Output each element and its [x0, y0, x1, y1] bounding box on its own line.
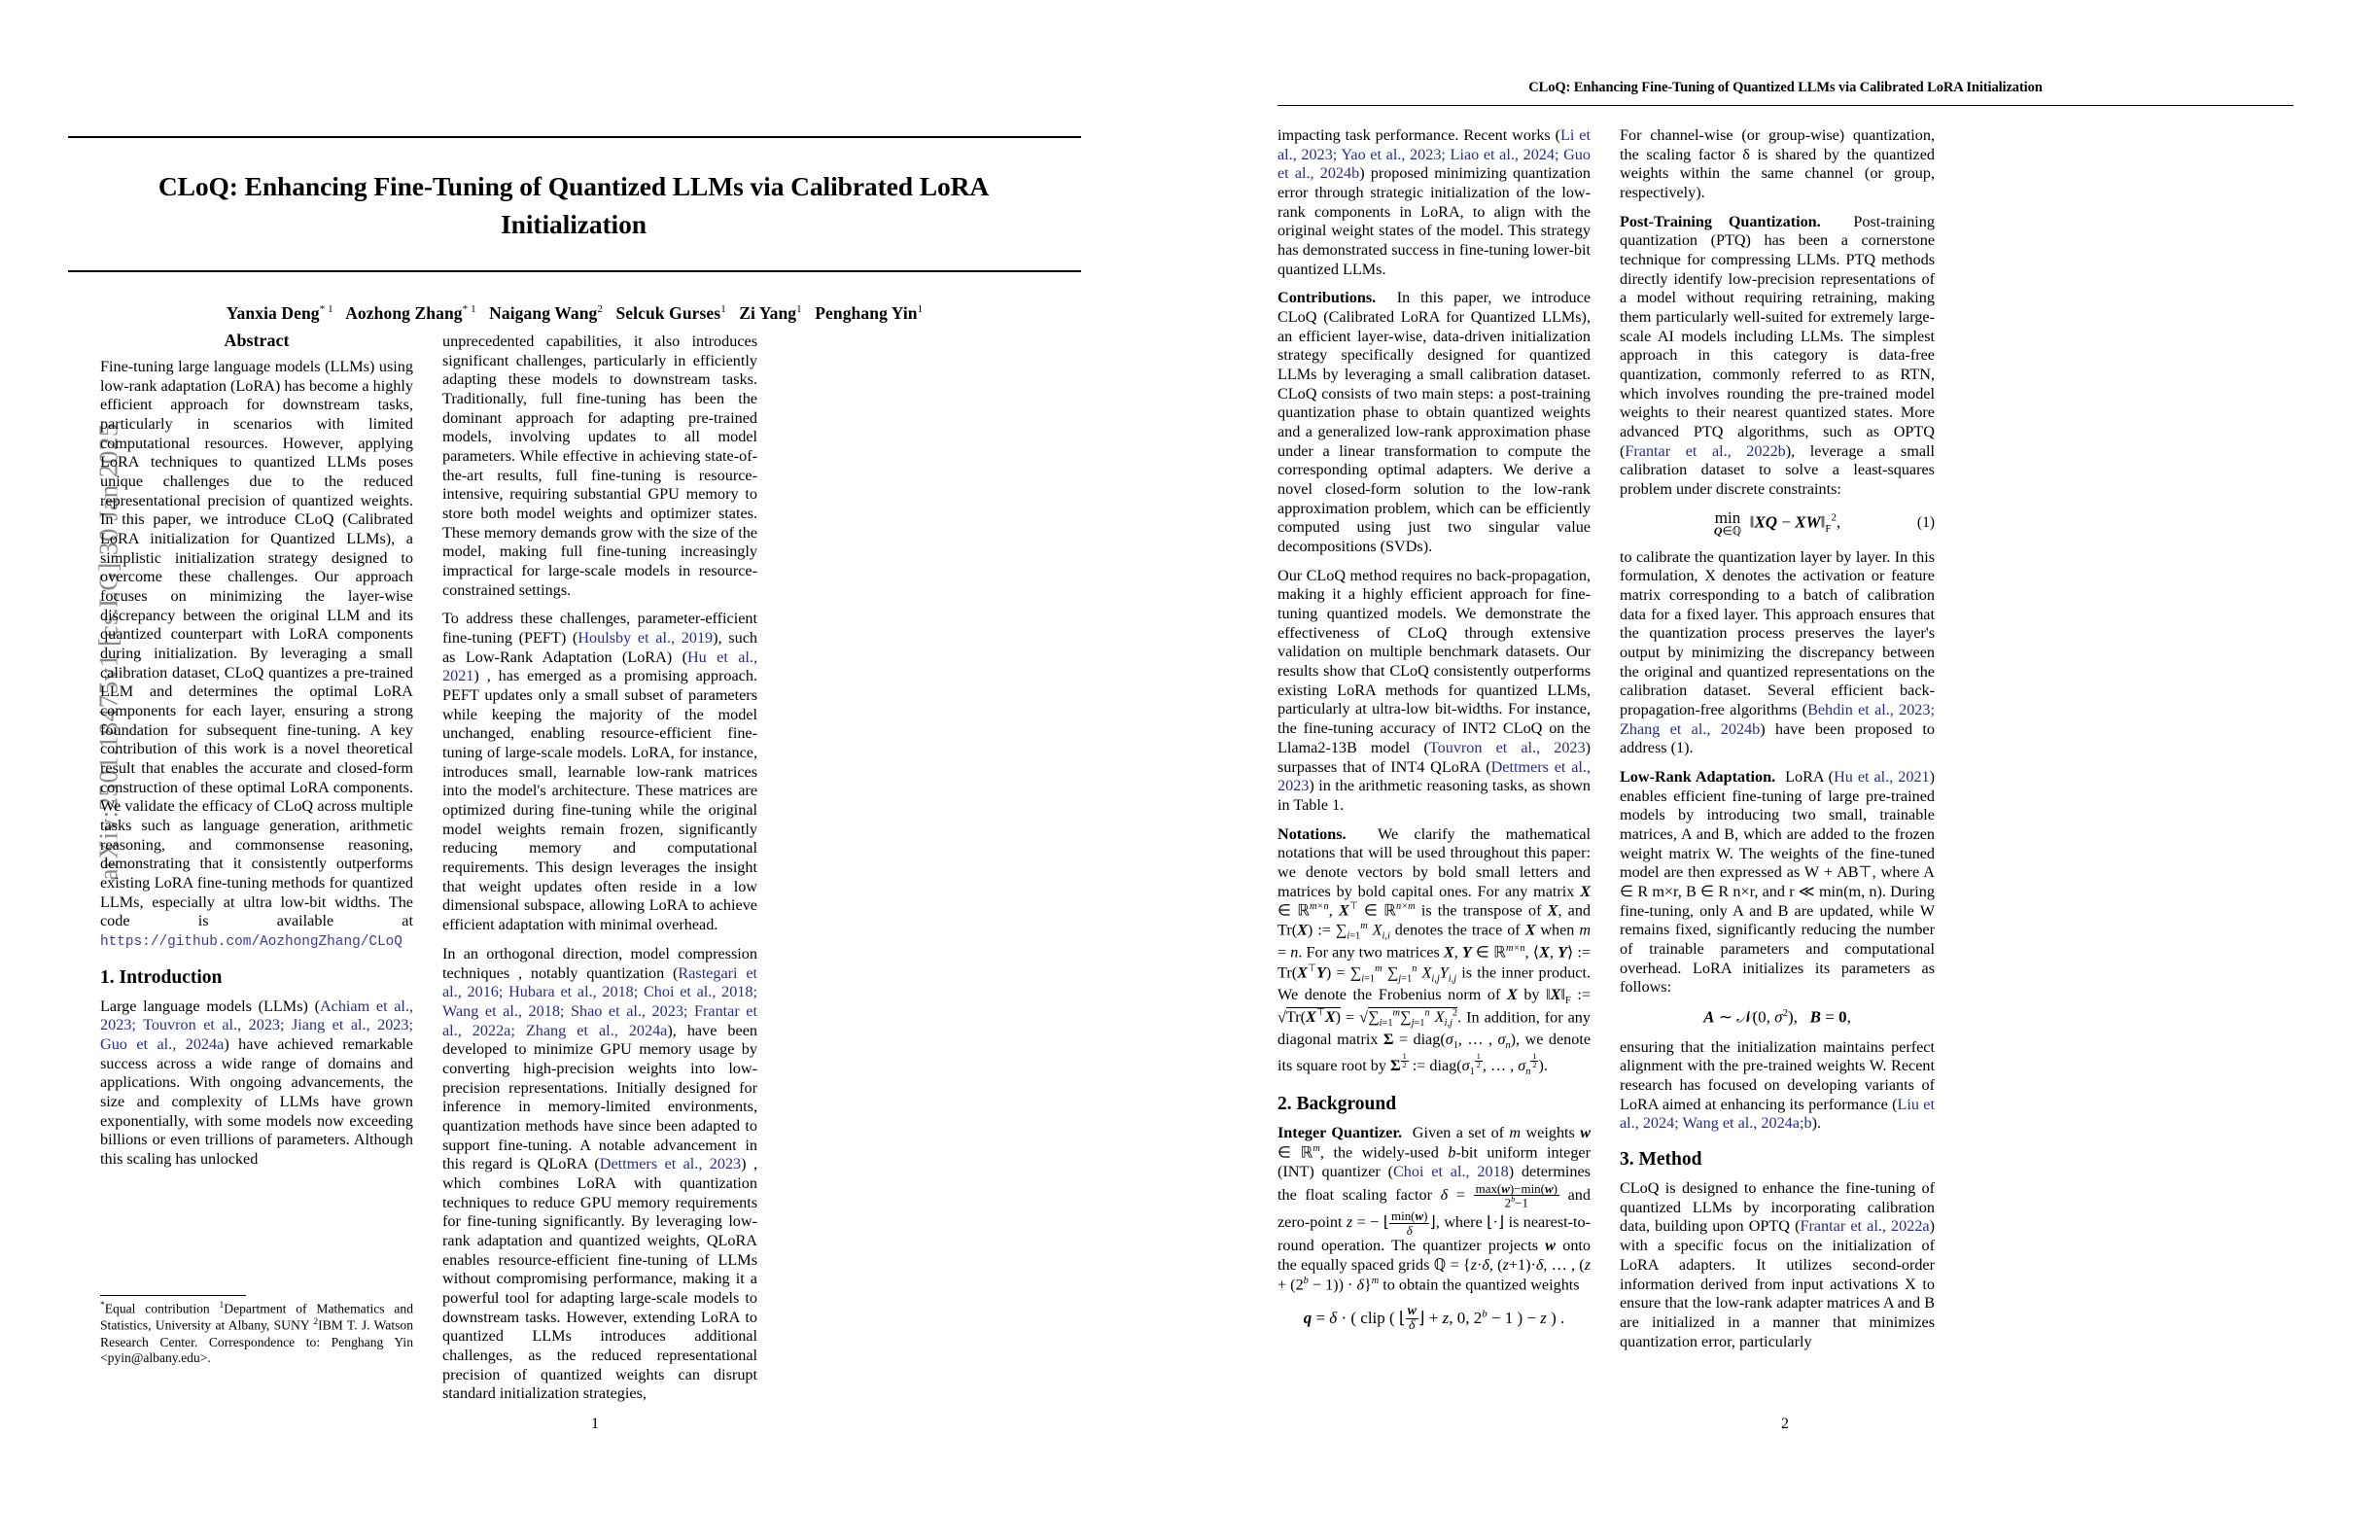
- author-2-marks: 2: [597, 303, 603, 316]
- author-1-name: Aozhong Zhang: [345, 303, 463, 323]
- author-1-marks: * 1: [462, 303, 476, 316]
- page2-column-1: [1278, 126, 1591, 1361]
- method-text-b: ) with a specific focus on the initialization of LoRA adapters. It utilizes second-order information derived from input activations X to ensure that the low-rank adapter matrices A and B are initialized in a manner that minimizes quantization error, particularly: [1620, 1217, 1935, 1350]
- p2c2-paragraph-1: For channel-wise (or group-wise) quantization, the scaling factor δ is shared by the quantized weights within the same channel (or group, respectively).: [1620, 126, 1935, 202]
- author-4-marks: 1: [796, 303, 802, 316]
- footnote-affil-1: Department of Mathematics and Statistics, University at Albany, SUNY: [100, 1301, 414, 1333]
- p2-b: ), such as Low-Rank Adaptation (LoRA) (: [442, 629, 757, 666]
- author-5-name: Penghang Yin: [815, 303, 918, 323]
- p2c1-p1-b: ) proposed minimizing quantization error through strategic initialization of the low-rank components in LoRA, to align with the original weight states of the model. This strategy has demonstrated success in fine-tuning lower-bit quantized LLMs.: [1278, 164, 1591, 278]
- ptq-text: Post-training quantization (PTQ) has been a cornerstone technique for compressing LLMs. PTQ methods directly identify low-precision representations of a model without requiring retraining, making them particularly well-suited for extremely large-scale AI models including LLMs. The simplest approach in this category is data-free quantization, commonly referred to as RTN, which involves rounding the pre-trained model weights to their nearest quantized states. More advanced PTQ algorithms, such as OPTQ (: [1620, 212, 1935, 460]
- page-2-number: 2: [1781, 1416, 1789, 1432]
- lora-heading: Low-Rank Adaptation.: [1620, 768, 1776, 787]
- after-lora-citation[interactable]: Liu et al., 2024; Wang et al., 2024a;b: [1620, 1095, 1935, 1133]
- p2-a: To address these challenges, parameter-efficient fine-tuning (PEFT) (: [442, 610, 757, 648]
- author-5-marks: 1: [917, 303, 924, 316]
- lora-citation[interactable]: Hu et al., 2021: [1834, 768, 1930, 787]
- p2c1-p1-citations[interactable]: Li et al., 2023; Yao et al., 2023; Liao et al., 2024; Guo et al., 2024b: [1278, 126, 1591, 183]
- p2-citation-2[interactable]: Hu et al., 2021: [442, 648, 757, 685]
- footnote-block: [100, 1289, 413, 1367]
- page1-column-1: [100, 331, 413, 1414]
- page-1-number: 1: [591, 1416, 599, 1432]
- p2c1-contributions: [1278, 289, 1591, 556]
- p3-c: ) , which combines LoRA with quantization techniques to reduce GPU memory requirements for fine-tuning significantly. By leveraging low-rank adaptation and quantized weights, QLoRA enables resource-efficient fine-tuning of LLMs without compromising performance, making it a powerful tool for adapting large-scale models to downstream tasks. However, extending LoRA to quantized LLMs introduces additional challenges, as the reduced representational precision of quantized weights can disrupt standard initialization strategies,: [442, 1155, 757, 1403]
- lora-lead: LoRA (: [1785, 768, 1835, 787]
- p1-col2-paragraph-3: [442, 945, 757, 1404]
- equation-lora-init: A ∼ 𝒩(0, $\sigma^2$), B = 0,: [1703, 1007, 1851, 1027]
- p2c2-ptq: [1620, 213, 1935, 500]
- ptq-heading: Post-Training Quantization.: [1620, 212, 1821, 230]
- after-eq1-text: to calibrate the quantization layer by layer. In this formulation, X denotes the activation or feature matrix corresponding to a batch of calibration data for a fixed layer. This approach ensures that the quantization process preserves the layer's output by minimizing the discrepancy between the original and quantized representations on the calibration dataset. Several efficient back-propagation-free algorithms (: [1620, 547, 1935, 719]
- p2-c: ) , has emerged as a promising approach. PEFT updates only a small subset of parameters while keeping the majority of the model unchanged, enabling resource-efficient fine-tuning of large-scale models. LoRA, for instance, introduces small, learnable low-rank matrices into the model's architecture. These matrices are optimized during fine-tuning while the original model weights remain frozen, significantly reducing memory and computational requirements. This design leverages the insight that weight updates often reside in a low dimensional subspace, allowing LoRA to achieve efficient adaptation with minimal overhead.: [442, 667, 757, 934]
- p2c1-p3-c: ) in the arithmetic reasoning tasks, as shown in Table 1.: [1278, 777, 1591, 814]
- p1-col2-paragraph-1: unprecedented capabilities, it also introduces significant challenges, particularly in efficiently adapting these models to downstream tasks. Traditionally, full fine-tuning has been the dominant approach for adapting pre-trained models, involving updates to all model parameters. While effective in achieving state-of-the-art results, full fine-tuning is resource-intensive, requiring substantial GPU memory to store both model weights and optimizer states. These memory demands grow with the size of the model, making full fine-tuning increasingly impractical for large-scale models in resource-constrained settings.: [442, 332, 757, 599]
- ptq-citation[interactable]: Frantar et al., 2022b: [1625, 441, 1786, 460]
- running-header-rule: [1278, 105, 2293, 106]
- notations-heading: Notations.: [1278, 824, 1347, 843]
- page-title: CLoQ: Enhancing Fine-Tuning of Quantized LLMs via Calibrated LoRA Initialization: [158, 171, 990, 240]
- lora-text: ) enables efficient fine-tuning of large pre-trained models by introducing two small, trainable matrices, A and B, which are added to the frozen weight matrix W. The weights of the fine-tuned model are then expressed as W + AB⊤, where A ∈ R m×r, B ∈ R n×r, and r ≪ min(m, n). During fine-tuning, only A and B are updated, while W remains fixed, significantly reducing the number of trainable parameters and computational overhead. LoRA initializes its parameters as follows:: [1620, 768, 1936, 997]
- equation-1: min Q∈ℚ ‖XQ − $XW‖_F^2$, (1): [1713, 508, 1935, 538]
- after-eq1-citation[interactable]: Behdin et al., 2023; Zhang et al., 2024b: [1620, 701, 1935, 738]
- ptq-text-b: ), leverage a small calibration dataset to solve a least-squares problem under discrete constraints:: [1620, 441, 1935, 499]
- p1-col2-paragraph-2: [442, 610, 757, 934]
- p2c1-paragraph-3: [1278, 567, 1591, 816]
- page-2: [1190, 0, 2380, 1540]
- author-2-name: Naigang Wang: [489, 303, 598, 323]
- notations-text: We clarify the mathematical notations that will be used throughout this paper: we denote vectors by bold small letters and matrices by bold capital ones.: [1278, 824, 1591, 900]
- section-heading-background: 2. Background: [1278, 1094, 1397, 1115]
- p2c1-notations: Notations. We clarify the mathematical notations that will be used throughout this paper: we denote vectors by bold small letters and matrices by bold capital ones. For any matrix X ∈ ℝ$^{m\times n}$, X⊤ ∈ ℝ$^{n\times m}$ is the transpose of X, and Tr(X) := $\sum_{i=1}^m$ $X_{i,i}$ denotes the trace of X when m = n. For any two matrices X, Y ∈ ℝ$^{m\times n}$, ⟨X, Y⟩ := $Tr(X^⊤Y) = \sum_{i=1}^m$ $\sum_{j=1}^n$ $X_{i,j}Y_{i,j}$ is the inner product. We denote the Frobenius norm of X by $‖X‖_F$ := $√Tr(X^⊤X) = √\sum_{i=1}^m\sum_{j=1}^n$ $X_{i,j}^2$. In addition, for any diagonal matrix $\Sigma = diag(\sigma_1$, … , $\sigma_n$), we denote its square root by Σ $^{\frac{1}{2}}$ := $diag(\sigma_1$ $^{\frac{1}{2}}$ , … , $\sigma_n$ $^{\frac{1}{2}}$ ).: [1278, 824, 1592, 1077]
- page2-column-2: [1620, 126, 1935, 1361]
- p3-citation-1[interactable]: Rastegari et al., 2016; Hubara et al., 2018; Choi et al., 2018; Wang et al., 2018; Shao et al., 2023; Frantar et al., 2022a; Zhang et al., 2024a: [442, 963, 758, 1039]
- footnote-text: *Equal contribution $^1$Department of Mathematics and Statistics, University at Albany, SUNY $^2$IBM T. J. Watson Research Center. Correspondence to: Penghang Yin <pyin@albany.edu>.: [100, 1301, 414, 1366]
- integer-quantizer-heading: Integer Quantizer.: [1278, 1124, 1403, 1142]
- equation-quantizer: q = δ · ( clip ( ⌊ $\frac{w}{\delta}$ ⌋ + z, 0, $2^b - 1$ ) − z ) .: [1303, 1303, 1565, 1334]
- arxiv-stamp: arXiv:2501.18475v1 [cs.LG] 30 Jan 2025: [93, 423, 123, 881]
- author-0-name: Yanxia Deng: [226, 303, 320, 323]
- footnote-affil-2-marker: 2: [313, 1317, 319, 1328]
- quantizer-tail: to obtain the quantized weights: [1382, 1276, 1580, 1294]
- p3-citation-2[interactable]: Dettmers et al., 2023: [599, 1155, 742, 1173]
- method-citation[interactable]: Frantar et al., 2022a: [1800, 1217, 1930, 1236]
- contributions-heading: Contributions.: [1278, 289, 1377, 307]
- p2c2-lora: [1620, 768, 1935, 998]
- p2c1-p3-b: ) surpasses that of INT4 QLoRA (: [1278, 738, 1592, 776]
- code-url-link[interactable]: https://github.com/AozhongZhang/CLoQ: [100, 934, 402, 951]
- intro-p1-citations[interactable]: Achiam et al., 2023; Touvron et al., 2023; Jiang et al., 2023; Guo et al., 2024a: [100, 997, 414, 1053]
- abstract-body: Fine-tuning large language models (LLMs) using low-rank adaptation (LoRA) has become a highly efficient approach for downstream tasks, particularly in scenarios with limited computational resources. However, applying LoRA techniques to quantized LLMs poses unique challenges due to the reduced representational precision of quantized weights. In this paper, we introduce CLoQ (Calibrated LoRA initialization for Quantized LLMs), a simplistic initialization strategy designed to overcome these challenges. Our approach focuses on minimizing the layer-wise discrepancy between the original LLM and its quantized counterpart with LoRA components during initialization. By leveraging a small calibration dataset, CLoQ quantizes a pre-trained LLM and determines the optimal LoRA components for each layer, ensuring a strong foundation for subsequent fine-tuning. A key contribution of this work is a novel theoretical result that enables the accurate and closed-form construction of these optimal LoRA components. We validate the efficacy of CLoQ across multiple tasks such as language generation, arithmetic reasoning, and commonsense reasoning, demonstrating that it consistently outperforms existing LoRA fine-tuning methods for quantized LLMs, especially at ultra low-bit widths. The code is available at: [100, 358, 413, 930]
- abstract-text: [100, 358, 413, 952]
- author-3-marks: 1: [720, 303, 726, 316]
- intro-paragraph-1: [100, 998, 413, 1170]
- after-eq1-text-b: ) have been proposed to address (1).: [1620, 719, 1935, 757]
- p2c1-paragraph-1: [1278, 126, 1591, 279]
- p3-a: In an orthogonal direction, model compression techniques , notably quantization (: [442, 944, 757, 982]
- intro-p1-b: ) have achieved remarkable success across a wide range of domains and applications. With ongoing advancements, the size and complexity of LLMs have grown exponentially, with some models now exceeding billions or even trillions of parameters. Although this scaling has unlocked: [100, 1035, 413, 1169]
- footnote-affil-2: IBM T. J. Watson Research Center.: [100, 1317, 413, 1349]
- after-lora-text-b: ).: [1811, 1114, 1821, 1133]
- p2c2-after-lora: [1620, 1038, 1935, 1134]
- p2c2-after-eq1: [1620, 548, 1935, 758]
- footnote-rule: [100, 1295, 246, 1296]
- p2c1-integer-quantizer: Integer Quantizer. Given a set of m weights w ∈ ℝ$^m$, the widely-used b-bit uniform integer (INT) quantizer (Choi et al., 2018) determines the float scaling factor δ = $\frac{\max(w)-\min(w)}{2^b-1}$ and zero-point z = − ⌊ $\frac{\min(w)}{\delta}$ ⌋, where ⌊·⌋ is nearest-to-round operation. The quantizer projects w onto the equally spaced grids ℚ = {z·δ, (z+1)·δ, … , $(z + (2^b - 1)) \cdot \delta\}^m$ to obtain the quantized weights: [1278, 1124, 1592, 1294]
- quantizer-citation[interactable]: Choi et al., 2018: [1393, 1162, 1509, 1180]
- title-bottom-rule: [68, 270, 1081, 272]
- footnote-equal-contribution: Equal contribution: [104, 1301, 210, 1316]
- author-3-name: Selcuk Gurses: [615, 303, 721, 323]
- p2c2-method: [1620, 1179, 1935, 1351]
- section-heading-introduction: 1. Introduction: [100, 966, 223, 988]
- method-text: CLoQ is designed to enhance the fine-tuning of quantized LLMs by incorporating calibration data, building upon OPTQ (: [1620, 1179, 1935, 1236]
- intro-p1-a: Large language models (LLMs) (: [100, 997, 320, 1015]
- author-4-name: Zi Yang: [739, 303, 797, 323]
- contributions-text: In this paper, we introduce CLoQ (Calibrated LoRA for Quantized LLMs), an efficient layer-wise, data-driven initialization strategy specifically designed for quantized LLMs by leveraging a small calibration dataset. CLoQ consists of two main steps: a post-training quantization phase to obtain quantized weights and a generalized low-rank approximation phase under a linear transformation to compute the corresponding optimal adapters. We derive a novel closed-form solution to the low-rank approximation problem, which can be efficiently computed using just two singular value decompositions (SVDs).: [1278, 289, 1591, 556]
- author-list: [68, 303, 1081, 324]
- section-heading-method: 3. Method: [1620, 1149, 1702, 1171]
- title-top-rule: [68, 136, 1081, 138]
- footnote-affil-1-marker: 1: [219, 1301, 225, 1311]
- page1-column-2: [442, 331, 757, 1414]
- after-lora-text: ensuring that the initialization maintains perfect alignment with the pre-trained weights W. Recent research has focused on developing variants of LoRA aimed at enhancing its performance (: [1620, 1037, 1935, 1113]
- running-header: CLoQ: Enhancing Fine-Tuning of Quantized LLMs via Calibrated LoRA Initialization: [1528, 80, 2043, 95]
- p2c1-p3-citation-2[interactable]: Dettmers et al., 2023: [1278, 757, 1591, 795]
- abstract-heading: Abstract: [224, 331, 290, 350]
- equation-1-number: (1): [1916, 514, 1935, 532]
- author-0-marks: * 1: [319, 303, 333, 316]
- p2-citation-1[interactable]: Houlsby et al., 2019: [578, 629, 714, 648]
- p2c1-p3-citation-1[interactable]: Touvron et al., 2023: [1428, 738, 1586, 756]
- p2c1-p3-a: Our CLoQ method requires no back-propagation, making it a highly efficient approach for fine-tuning quantized models. We demonstrate the effectiveness of CLoQ through extensive validation on multiple benchmark datasets. Our results show that CLoQ consistently outperforms existing LoRA methods for quantized LLMs, particularly at ultra-low bit-widths. For instance, the fine-tuning accuracy of INT2 CLoQ on the Llama2-13B model (: [1278, 566, 1591, 756]
- footnote-correspondence: Correspondence to: Penghang Yin <pyin@albany.edu>.: [100, 1334, 413, 1366]
- p3-b: ), have been developed to minimize GPU memory usage by converting high-precision weights into low-precision representations. Initially designed for inference in memory-limited environments, quantization methods have since been adapted to support fine-tuning. A notable advancement in this regard is QLoRA (: [442, 1021, 757, 1173]
- p2c1-p1-a: impacting task performance. Recent works (: [1278, 126, 1561, 144]
